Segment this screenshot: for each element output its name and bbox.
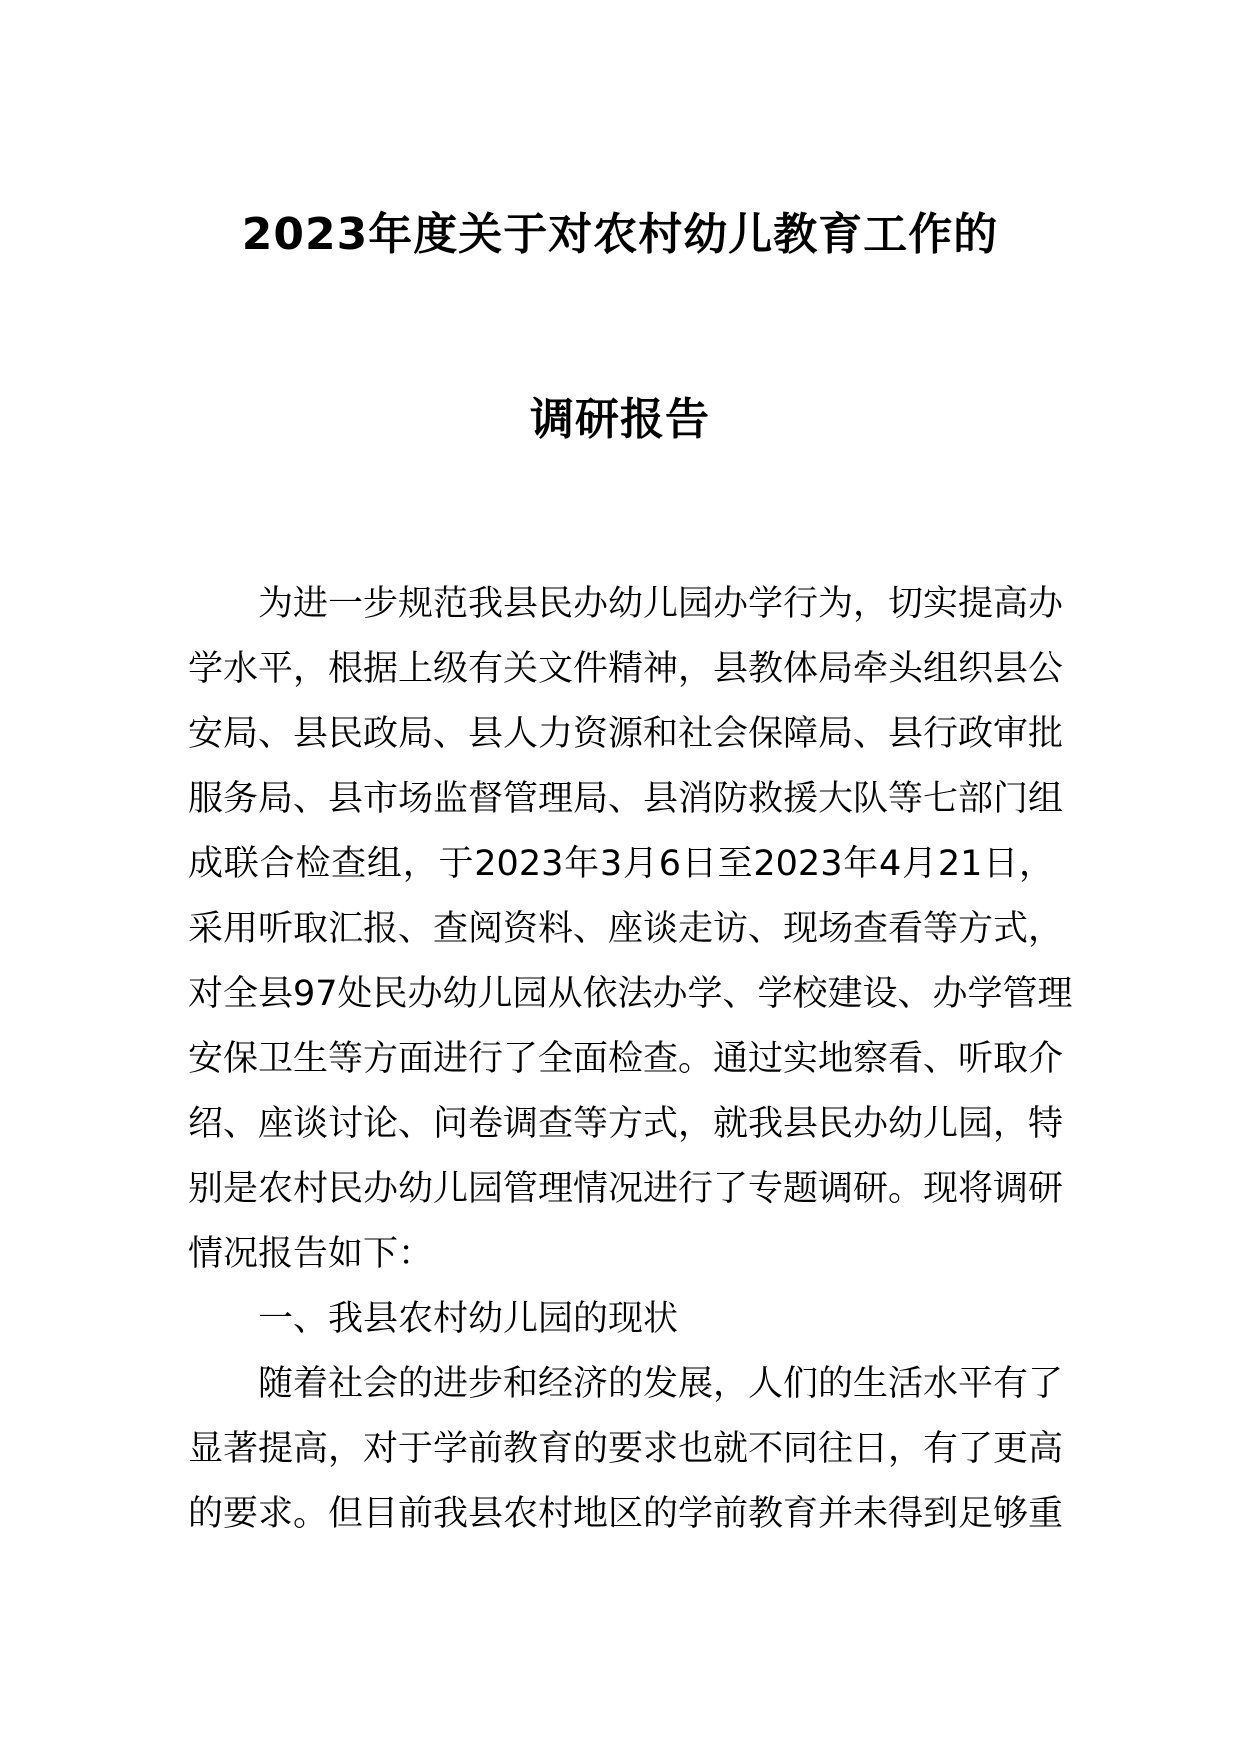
paragraph-1-line: 绍、座谈讨论、问卷调查等方式，就我县民办幼儿园，特 [188, 1104, 1064, 1144]
document-title-line-2: 调研报告 [530, 394, 710, 445]
paragraph-1-line: 采用听取汇报、查阅资料、座谈走访、现场查看等方式， [188, 909, 1064, 949]
paragraph-1-line: 安保卫生等方面进行了全面检查。通过实地察看、听取介 [188, 1039, 1064, 1079]
paragraph-1-line: 情况报告如下： [188, 1234, 434, 1274]
paragraph-2-line: 随着社会的进步和经济的发展，人们的生活水平有了 [258, 1364, 1064, 1404]
paragraph-2-line: 的要求。但目前我县农村地区的学前教育并未得到足够重 [188, 1494, 1064, 1534]
document-title-line-1: 2023年度关于对农村幼儿教育工作的 [241, 209, 999, 260]
paragraph-1-line: 对全县97处民办幼儿园从依法办学、学校建设、办学管理 [188, 974, 1073, 1014]
paragraph-1-line: 为进一步规范我县民办幼儿园办学行为，切实提高办 [258, 584, 1064, 624]
paragraph-1-line: 安局、县民政局、县人力资源和社会保障局、县行政审批 [188, 714, 1064, 754]
section-1-heading: 一、我县农村幼儿园的现状 [258, 1299, 679, 1339]
paragraph-1-line: 成联合检查组，于2023年3月6日至2023年4月21日， [188, 844, 1054, 884]
paragraph-1-line: 别是农村民办幼儿园管理情况进行了专题调研。现将调研 [188, 1169, 1064, 1209]
paragraph-1-line: 服务局、县市场监督管理局、县消防救援大队等七部门组 [188, 779, 1064, 819]
paragraph-1-line: 学水平，根据上级有关文件精神，县教体局牵头组织县公 [188, 649, 1064, 689]
paragraph-2-line: 显著提高，对于学前教育的要求也就不同往日，有了更高 [188, 1429, 1064, 1469]
document-body [188, 572, 1073, 1547]
